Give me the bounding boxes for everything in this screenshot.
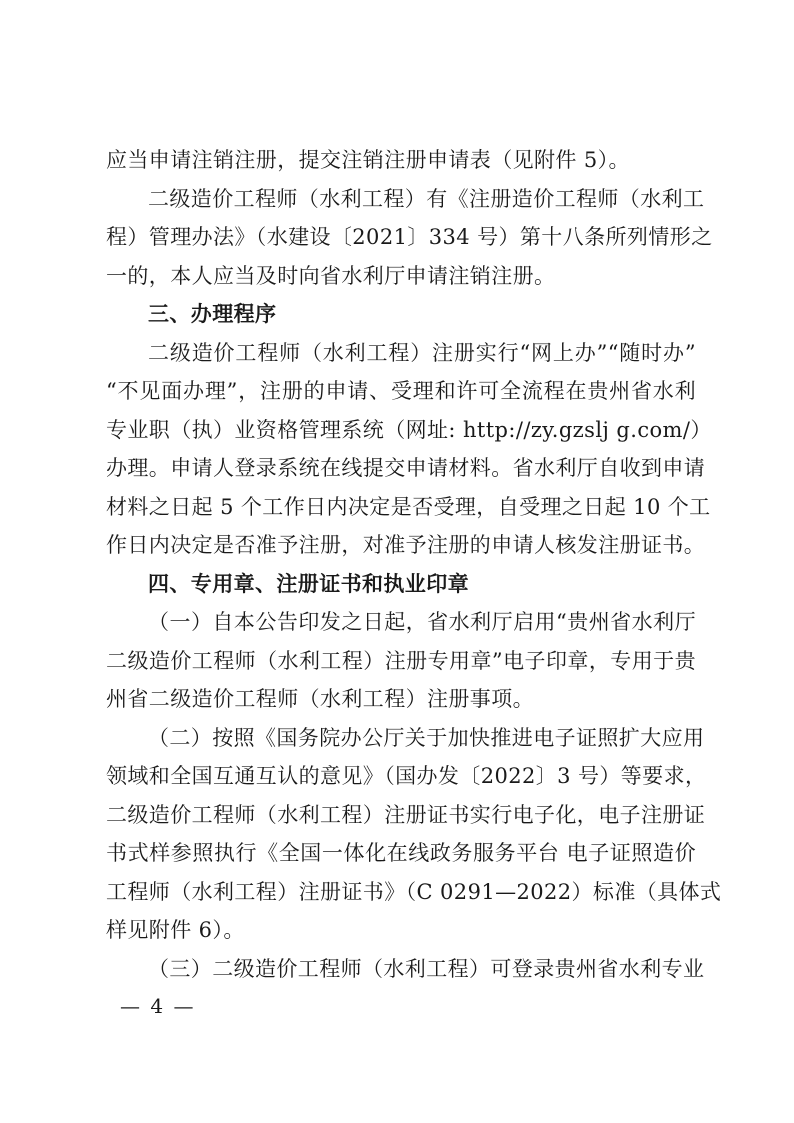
text-line: 二级造价工程师（水利工程）有《注册造价工程师（水利工	[148, 186, 705, 211]
text-line: “不见面办理”，注册的申请、受理和许可全流程在贵州省水利	[106, 379, 696, 403]
text-line: 书式样参照执行《全国一体化在线政务服务平台 电子证照造价	[106, 841, 696, 865]
text-line: 材料之日起 5 个工作日内决定是否受理，自受理之日起 10 个工	[106, 494, 711, 519]
text-line: 二级造价工程师（水利工程）注册证书实行电子化，电子注册证	[106, 802, 706, 827]
text-line: 一的，本人应当及时向省水利厅申请注销注册。	[106, 263, 556, 288]
text-line-url: 专业职（执）业资格管理系统（网址: http://zy.gzslj g.com/）	[106, 417, 712, 442]
page-number: — 4 —	[120, 994, 196, 1018]
text-line: （三）二级造价工程师（水利工程）可登录贵州省水利专业	[148, 956, 705, 981]
text-line: 应当申请注销注册，提交注销注册申请表（见附件 5）。	[106, 148, 630, 172]
text-line: 二级造价工程师（水利工程）注册专用章”电子印章，专用于贵	[106, 648, 696, 673]
text-line: （一）自本公告印发之日起，省水利厅启用“贵州省水利厅	[148, 610, 696, 634]
section-heading-3: 三、办理程序	[148, 302, 277, 326]
section-heading-4: 四、专用章、注册证书和执业印章	[148, 571, 469, 596]
text-line: （二）按照《国务院办公厅关于加快推进电子证照扩大应用	[148, 725, 705, 750]
text-line: 程）管理办法》（水建设〔2021〕334 号）第十八条所列情形之	[106, 225, 713, 249]
text-line: 领域和全国互通互认的意见》（国办发〔2022〕3 号）等要求，	[106, 764, 707, 788]
text-line: 作日内决定是否准予注册，对准予注册的申请人核发注册证书。	[106, 533, 706, 557]
text-line: 工程师（水利工程）注册证书》（C 0291—2022）标准（具体式	[106, 879, 722, 904]
body-text	[106, 141, 722, 988]
text-line: 二级造价工程师（水利工程）注册实行“网上办”“随时办”	[148, 340, 696, 365]
text-line: 样见附件 6）。	[106, 918, 245, 942]
text-line: 州省二级造价工程师（水利工程）注册事项。	[106, 687, 534, 711]
text-line: 办理。申请人登录系统在线提交申请材料。省水利厅自收到申请	[106, 456, 706, 480]
